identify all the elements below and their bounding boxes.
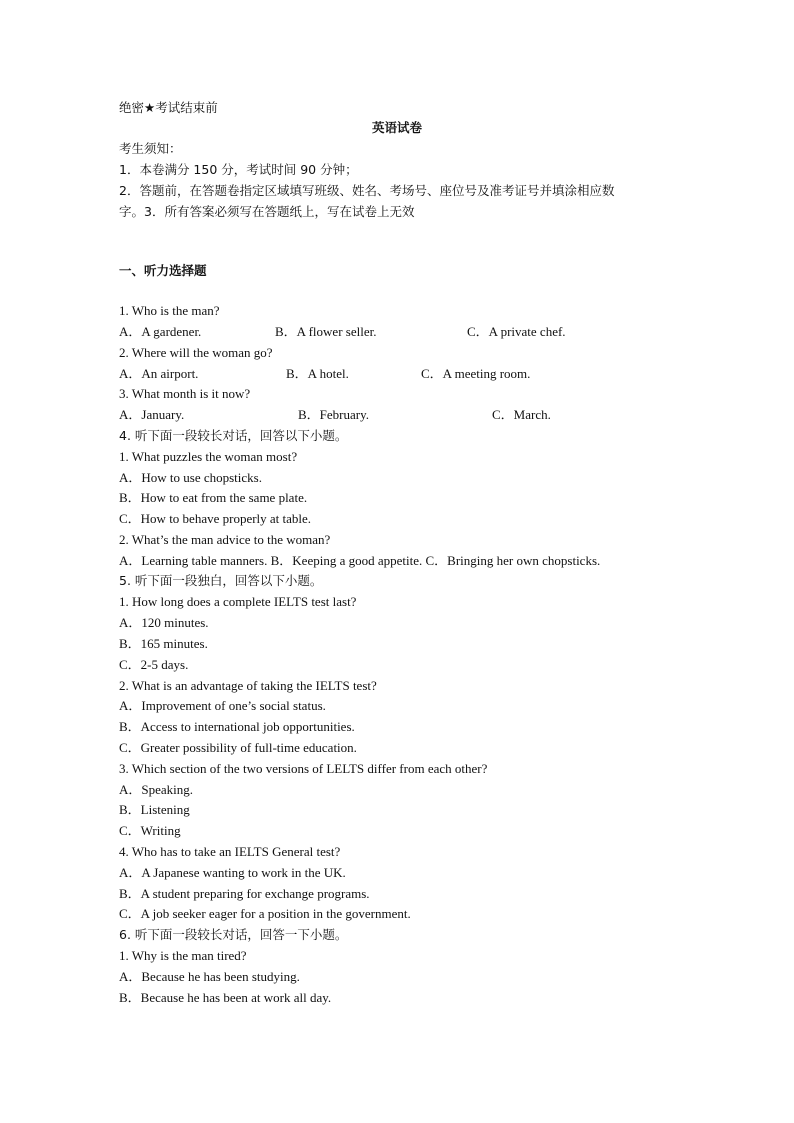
- notice-item-1: 1．本卷满分 150 分，考试时间 90 分钟；: [119, 162, 358, 177]
- option-a: A．Improvement of one’s social status.: [119, 698, 326, 713]
- option-b: B．Access to international job opportunities.: [119, 719, 355, 734]
- page-title: 英语试卷: [371, 120, 422, 135]
- option-a: A．A gardener.: [119, 324, 202, 339]
- options-inline: A．Learning table manners. B．Keeping a good appetite. C．Bringing her own chopsticks.: [119, 553, 601, 568]
- question-intro: 6. 听下面一段较长对话，回答一下小题。: [119, 927, 348, 942]
- notice-heading: 考生须知：: [119, 141, 182, 156]
- option-b: B．A hotel.: [286, 366, 349, 381]
- question-intro: 5. 听下面一段独白，回答以下小题。: [119, 573, 323, 588]
- option-c: C．Greater possibility of full-time education.: [119, 740, 357, 755]
- confidential-mark: 绝密★考试结束前: [119, 100, 218, 115]
- section-title-listening: 一、听力选择题: [119, 263, 207, 278]
- question-stem: 3. Which section of the two versions of LELTS differ from each other?: [119, 761, 488, 776]
- question-stem: 1. Who is the man?: [119, 303, 220, 318]
- question-stem: 4. Who has to take an IELTS General test?: [119, 844, 341, 859]
- option-b: B．How to eat from the same plate.: [119, 490, 308, 505]
- option-a: A．Because he has been studying.: [119, 969, 300, 984]
- question-intro: 4. 听下面一段较长对话，回答以下小题。: [119, 428, 348, 443]
- question-stem: 2. What is an advantage of taking the IELTS test?: [119, 678, 377, 693]
- question-stem: 2. What’s the man advice to the woman?: [119, 532, 331, 547]
- question-stem: 2. Where will the woman go?: [119, 345, 273, 360]
- option-b: B．February.: [298, 407, 370, 422]
- option-a: A．January.: [119, 407, 185, 422]
- notice-item-2-line-2: 字。3．所有答案必须写在答题纸上，写在试卷上无效: [119, 204, 415, 219]
- option-c: C．2-5 days.: [119, 657, 189, 672]
- option-c: C．Writing: [119, 823, 181, 838]
- option-c: C．A job seeker eager for a position in the government.: [119, 906, 411, 921]
- question-stem: 1. What puzzles the woman most?: [119, 449, 298, 464]
- option-b: B．A student preparing for exchange programs.: [119, 886, 370, 901]
- option-c: C．A private chef.: [467, 324, 566, 339]
- question-stem: 1. Why is the man tired?: [119, 948, 247, 963]
- option-b: B．A flower seller.: [275, 324, 377, 339]
- option-a: A．An airport.: [119, 366, 199, 381]
- option-c: C．A meeting room.: [421, 366, 531, 381]
- option-a: A．120 minutes.: [119, 615, 209, 630]
- option-b: B．165 minutes.: [119, 636, 208, 651]
- option-c: C．March.: [492, 407, 551, 422]
- question-stem: 3. What month is it now?: [119, 386, 251, 401]
- option-a: A．A Japanese wanting to work in the UK.: [119, 865, 346, 880]
- option-a: A．Speaking.: [119, 782, 194, 797]
- option-b: B．Because he has been at work all day.: [119, 990, 332, 1005]
- option-c: C．How to behave properly at table.: [119, 511, 312, 526]
- option-a: A．How to use chopsticks.: [119, 470, 262, 485]
- notice-item-2-line-1: 2．答题前，在答题卷指定区域填写班级、姓名、考场号、座位号及准考证号并填涂相应数: [119, 183, 615, 198]
- question-stem: 1. How long does a complete IELTS test last?: [119, 594, 357, 609]
- option-b: B．Listening: [119, 802, 190, 817]
